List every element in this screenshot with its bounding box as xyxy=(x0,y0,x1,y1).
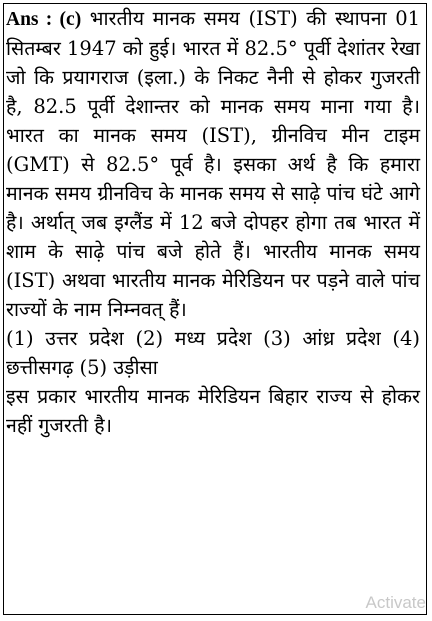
answer-text xyxy=(6,4,420,440)
states-list: (1) उत्तर प्रदेश (2) मध्य प्रदेश (3) आंध्र प्रदेश (4) छत्तीसगढ़ (5) उड़ीसा xyxy=(6,327,420,379)
activate-watermark: Activate xyxy=(365,593,426,612)
answer-paragraph xyxy=(6,4,420,324)
answer-intro: भारतीय मानक समय (IST) की स्थापना 01 सितम्बर 1947 को हुई। भारत में 82.5° पूर्वी देशांतर रेखा जो कि प्रयागराज (इला.) के निकट नैनी से होकर गुजरती है, 82.5 पूर्वी देशान्तर को मानक समय माना गया है। भारत का मानक समय (IST), ग्रीनविच मीन टाइम (GMT) से 82.5° पूर्व है। इसका अर्थ है कि हमारा मानक समय ग्रीनविच के मानक समय से साढ़े पांच घंटे आगे है। अर्थात् जब इग्लैंड में 12 बजे दोपहर होगा तब भारत में शाम के साढ़े पांच बजे होते हैं। भारतीय मानक समय (IST) अथवा भारतीय मानक मेरिडियन पर पड़ने वाले पांच राज्यों के नाम निम्नवत् हैं। xyxy=(6,7,421,321)
answer-conclusion: इस प्रकार भारतीय मानक मेरिडियन बिहार राज्य से होकर नहीं गुजरती है। xyxy=(6,385,420,437)
answer-label: Ans : (c) xyxy=(6,9,82,30)
